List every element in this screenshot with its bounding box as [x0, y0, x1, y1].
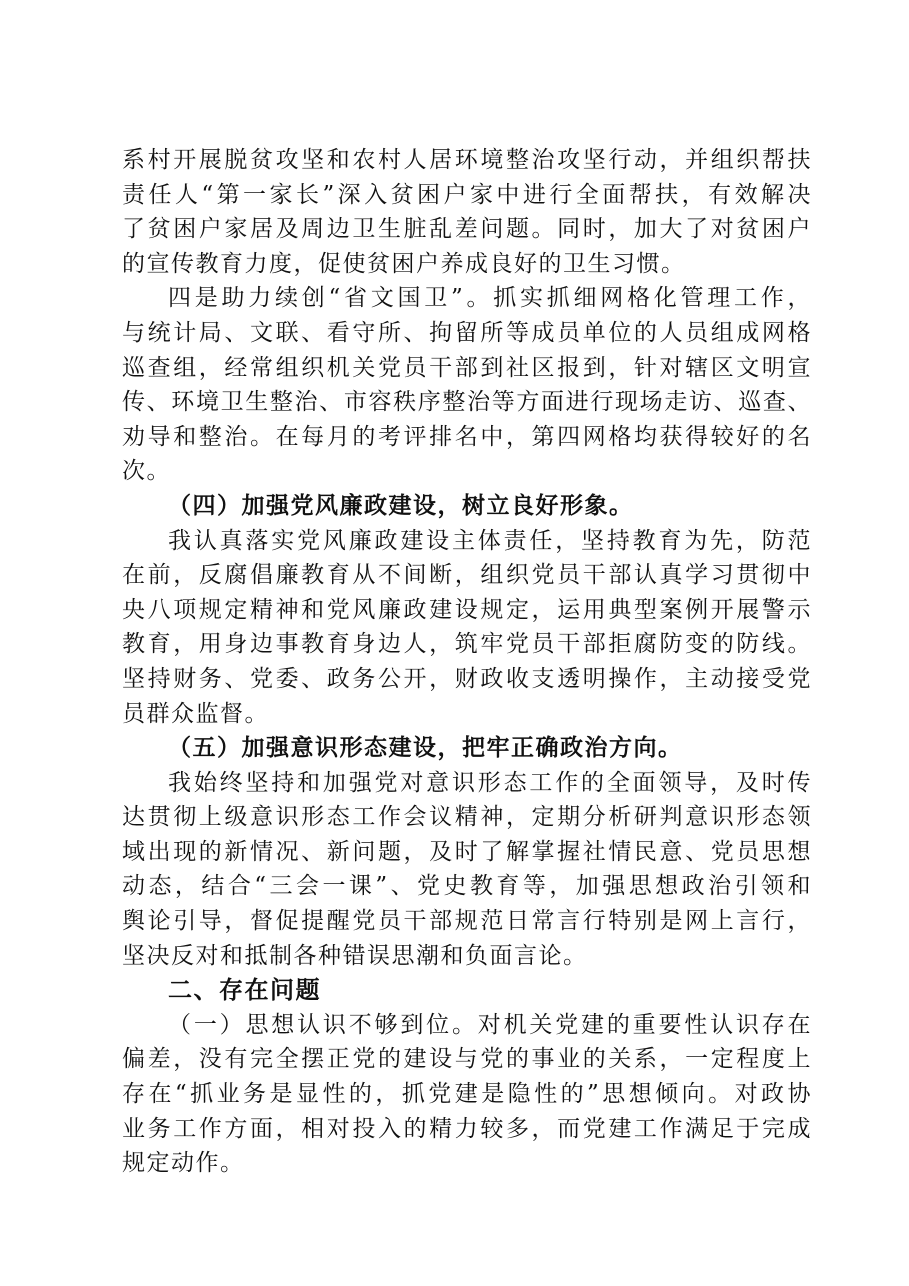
paragraph-last-line: 规定动作。	[122, 1150, 245, 1177]
paragraph-line: 教育，用身边事教育身边人，筑牢党员干部拒腐防变的防线。	[122, 631, 812, 658]
paragraph-line: 系村开展脱贫攻坚和农村人居环境整治攻坚行动，并组织帮扶	[122, 147, 812, 173]
paragraph-first-line: 四是助力续创“省文国卫”。抓实抓细网格化管理工作，	[168, 285, 812, 312]
paragraph-line: 劝导和整治。在每月的考评排名中，第四网格均获得较好的名	[122, 423, 812, 450]
paragraph-line: 责任人“第一家长”深入贫困户家中进行全面帮扶，有效解决	[122, 181, 812, 208]
paragraph-last-line: 次。	[122, 458, 171, 485]
section-subheading: （四）加强党风廉政建设，树立良好形象。	[168, 491, 634, 519]
section-heading: 二、存在问题	[168, 975, 321, 1005]
paragraph-line: 舆论引导，督促提醒党员干部规范日常言行特别是网上言行，	[122, 908, 812, 935]
paragraph-line: 动态，结合“三会一课”、党史教育等，加强思想政治引领和	[122, 873, 812, 900]
paragraph-line: 巡查组，经常组织机关党员干部到社区报到，针对辖区文明宣	[122, 354, 812, 381]
paragraph-line: 坚持财务、党委、政务公开，财政收支透明操作，主动接受党	[122, 665, 812, 692]
paragraph-first-line: 我认真落实党风廉政建设主体责任，坚持教育为先，防范	[168, 527, 812, 554]
paragraph-line: 央八项规定精神和党风廉政建设规定，运用典型案例开展警示	[122, 596, 812, 623]
paragraph-line: 域出现的新情况、新问题，及时了解掌握社情民意、党员思想	[122, 838, 812, 865]
paragraph-line: 传、环境卫生整治、市容秩序整治等方面进行现场走访、巡查、	[122, 389, 812, 416]
paragraph-last-line: 的宣传教育力度，促使贫困户养成良好的卫生习惯。	[122, 250, 686, 277]
document-body	[122, 143, 812, 1181]
paragraph-first-line: 我始终坚持和加强党对意识形态工作的全面领导，及时传	[168, 769, 812, 796]
paragraph-line: 了贫困户家居及周边卫生脏乱差问题。同时，加大了对贫困户	[122, 216, 812, 243]
paragraph-line: 偏差，没有完全摆正党的建设与党的事业的关系，一定程度上	[122, 1046, 812, 1073]
paragraph-first-line: （一）思想认识不够到位。对机关党建的重要性认识存在	[168, 1011, 812, 1038]
paragraph-last-line: 坚决反对和抵制各种错误思潮和负面言论。	[122, 942, 588, 969]
paragraph-last-line: 员群众监督。	[122, 700, 269, 727]
section-subheading: （五）加强意识形态建设，把牢正确政治方向。	[168, 734, 683, 762]
paragraph-line: 在前，反腐倡廉教育从不间断，组织党员干部认真学习贯彻中	[122, 562, 812, 589]
paragraph-line: 存在“抓业务是显性的，抓党建是隐性的”思想倾向。对政协	[122, 1081, 812, 1108]
paragraph-line: 与统计局、文联、看守所、拘留所等成员单位的人员组成网格	[122, 319, 812, 346]
paragraph-line: 达贯彻上级意识形态工作会议精神，定期分析研判意识形态领	[122, 804, 812, 831]
paragraph-line: 业务工作方面，相对投入的精力较多，而党建工作满足于完成	[122, 1115, 812, 1142]
